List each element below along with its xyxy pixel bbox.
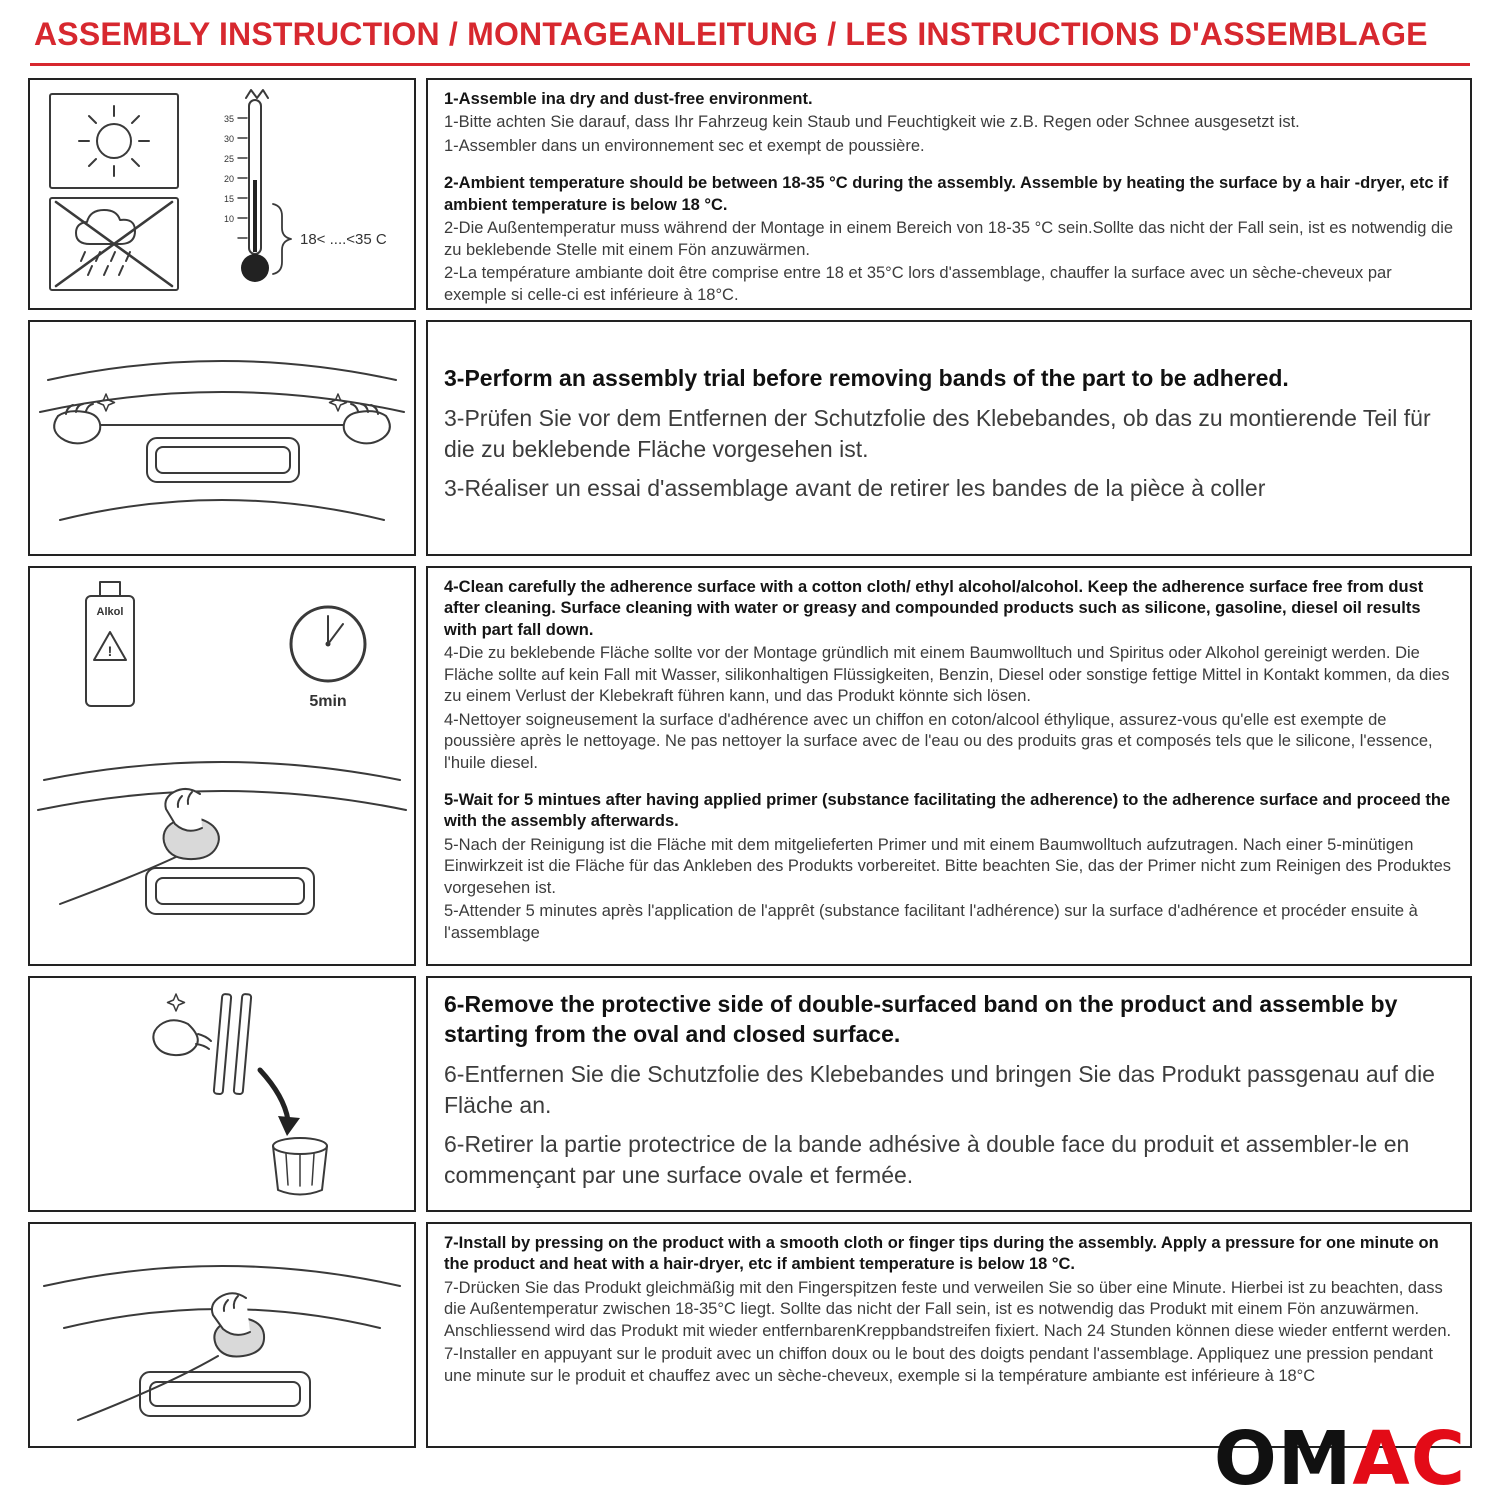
instruction-3-fr: 3-Réaliser un essai d'assemblage avant de retirer les bandes de la pièce à coller	[444, 475, 1266, 502]
press-surface-illustration	[44, 1266, 400, 1420]
instruction-3-de: 3-Prüfen Sie vor dem Entfernen der Schutzfolie des Klebebandes, ob das zu montierende Teil für die zu beklebende Fläche vorgesehen ist.	[444, 404, 1431, 462]
clock-icon	[291, 607, 365, 710]
range-brace	[273, 204, 291, 274]
instruction-6-de: 6-Entfernen Sie die Schutzfolie des Klebebandes und bringen Sie das Produkt passgenau auf die Fläche an.	[444, 1060, 1435, 1118]
remove-band-illustration	[28, 976, 416, 1212]
instruction-4-en: 4-Clean carefully the adherence surface with a cotton cloth/ ethyl alcohol/alcohol. Keep the adherence surface free from dust after cleaning. Surface cleaning with water or greasy and compounded products such as silicone, gasoline, diesel oil results with part fall down.	[444, 578, 1424, 639]
discard-arrow-icon	[260, 1070, 300, 1136]
clean-primer-instructions	[426, 566, 1472, 966]
sun-icon	[50, 94, 178, 188]
wipe-surface-illustration	[38, 762, 406, 914]
instruction-5-de: 5-Nach der Reinigung ist die Fläche mit dem mitgelieferten Primer und mit einem Baumwolltuch aufzutragen. Nach einer 5-minütigen Einwirkzeit ist die Fläche für das Ankleben des Produkts vorbereitet. Bitte beachten Sie, das der Primer nicht zum Reinigen des Produktes vorgesehen ist.	[444, 835, 1452, 897]
instruction-3-en: 3-Perform an assembly trial before removing bands of the part to be adhered.	[444, 365, 1289, 392]
alcohol-bottle-icon	[86, 582, 134, 706]
remove-band-svg	[30, 978, 414, 1210]
clock-duration-label: 5min	[309, 693, 347, 710]
thermo-tick-35: 35	[223, 114, 234, 124]
car-surface-sketch	[40, 361, 404, 520]
instruction-4-de: 4-Die zu beklebende Fläche sollte vor der Montage gründlich mit einem Baumwolltuch und Spiritus oder Alkohol gereinigt werden. Die Fläche sollte auf kein Fall mit Wasser, silikonhaltigen Flüssigkeiten, Benzin, Diesel oder sonstige fettige Mittel in Kontakt kommen, da dies zu einem Verlust der Klebekraft führen kann, und das Produkt könnte sich lösen.	[444, 644, 1450, 706]
instruction-5-fr: 5-Attender 5 minutes après l'application de l'apprêt (substance facilitant l'adhérence) sur la surface d'adhérence et procéder ensuite à l'assemblage	[444, 902, 1418, 942]
right-hand-icon	[330, 394, 390, 443]
instruction-7-en: 7-Install by pressing on the product with a smooth cloth or finger tips during the assembly. Apply a pressure for one minute on the product and heat with a hair-dryer, etc if ambient temperature is below 18 °C.	[444, 1234, 1439, 1274]
press-install-illustration	[28, 1222, 416, 1448]
press-install-svg	[30, 1224, 414, 1446]
left-hand-icon	[54, 394, 114, 443]
instruction-5-en: 5-Wait for 5 mintues after having applied primer (substance facilitating the adherence) to the adherence surface and proceed the with the assembly afterwards.	[444, 790, 1451, 831]
alcohol-label: Alkol	[96, 606, 124, 618]
section-remove-band	[28, 976, 1472, 1212]
instruction-1-de: 1-Bitte achten Sie darauf, dass Ihr Fahrzeug kein Staub und Feuchtigkeit wie z.B. Regen oder Schnee ausgesetzt ist.	[444, 113, 1300, 132]
trash-can-icon	[273, 1138, 327, 1195]
environment-svg	[30, 80, 414, 308]
title-divider	[30, 63, 1470, 66]
instruction-6-fr: 6-Retirer la partie protectrice de la bande adhésive à double face du produit et assembler-le en commençant par une surface ovale et fermée.	[444, 1131, 1410, 1188]
omac-logo	[1213, 1416, 1466, 1502]
section-environment-temperature	[28, 78, 1472, 310]
thermo-tick-20: 20	[223, 174, 234, 184]
instruction-6-en: 6-Remove the protective side of double-surfaced band on the product and assemble by starting from the oval and closed surface.	[444, 990, 1398, 1048]
section-clean-primer	[28, 566, 1472, 966]
instruction-2-de: 2-Die Außentemperatur muss während der Montage in einem Bereich von 18-35 °C sein.Sollte das nicht der Fall sein, ist es notwendig die zu beklebende Stelle mit einem Fön anzuwärmen.	[444, 219, 1454, 259]
thermo-tick-30: 30	[223, 134, 234, 144]
instruction-2-fr: 2-La température ambiante doit être comprise entre 18 et 35°C lors d'assemblage, chauffer la surface avec un sèche-cheveux par exemple si celle-ci est inférieure à 18°C.	[444, 264, 1392, 304]
thermo-tick-25: 25	[223, 154, 234, 164]
instruction-7-de: 7-Drücken Sie das Produkt gleichmäßig mit den Fingerspitzen feste und verweilen Sie so über eine Minute. Hierbei ist zu beachten, dass die Außentemperatur zwischen 18-35°C liegt. Sollte das nicht der Fall sein, ist es notwendig das Produkt mit einem Fön anzuwärmen. Anschliessend wird das Produkt mit wieder entfernbarenKreppbandstreifen fixiert. Nach 24 Stunden können diese wieder entfernt werden.	[444, 1278, 1452, 1340]
instruction-1-fr: 1-Assembler dans un environnement sec et exempt de poussière.	[444, 136, 925, 155]
peel-band-icon	[153, 994, 251, 1094]
no-rain-icon	[50, 198, 178, 290]
instruction-7-fr: 7-Installer en appuyant sur le produit avec un chiffon doux ou le bout des doigts pendant l'assemblage. Appliquez une pression pendant une minute sur le produit et chauffez avec un sèche-cheveux, exemple si la température ambiante est inférieure à 18°C	[444, 1345, 1433, 1385]
assembly-trial-svg	[30, 322, 414, 554]
instruction-4-fr: 4-Nettoyer soigneusement la surface d'adhérence avec un chiffon en coton/alcool éthylique, assurez-vous qu'elle est exempte de poussière après le nettoyage. Ne pas nettoyer la surface avec de l'eau ou des produits gras et composés tels que le silicone, l'essence, l'huile diesel.	[444, 710, 1433, 772]
section-assembly-trial	[28, 320, 1472, 556]
logo-text-red: AC	[1352, 1416, 1466, 1502]
press-install-instructions	[426, 1222, 1472, 1448]
clean-primer-illustration	[28, 566, 416, 966]
clean-primer-svg	[30, 568, 414, 964]
thermometer-icon	[224, 90, 387, 282]
warning-exclamation: !	[107, 643, 113, 659]
peeling-hand-icon	[153, 1020, 197, 1055]
assembly-trial-illustration	[28, 320, 416, 556]
remove-band-instructions	[426, 976, 1472, 1212]
section-press-install	[28, 1222, 1472, 1448]
logo-text-black: OM	[1213, 1416, 1353, 1502]
temperature-range-label: 18< ....<35 C	[300, 231, 387, 248]
environment-illustration	[28, 78, 416, 310]
thermo-tick-15: 15	[223, 194, 234, 204]
environment-instructions	[426, 78, 1472, 310]
assembly-trial-instructions	[426, 320, 1472, 556]
page-title: ASSEMBLY INSTRUCTION / MONTAGEANLEITUNG / LES INSTRUCTIONS D'ASSEMBLAGE	[34, 16, 1428, 52]
instruction-2-en: 2-Ambient temperature should be between 18-35 °C during the assembly. Assemble by heating the surface by a hair -dryer, etc if ambient temperature is below 18 °C.	[444, 174, 1449, 214]
thermo-tick-10: 10	[223, 214, 234, 224]
instruction-1-en: 1-Assemble ina dry and dust-free environment.	[444, 90, 813, 108]
